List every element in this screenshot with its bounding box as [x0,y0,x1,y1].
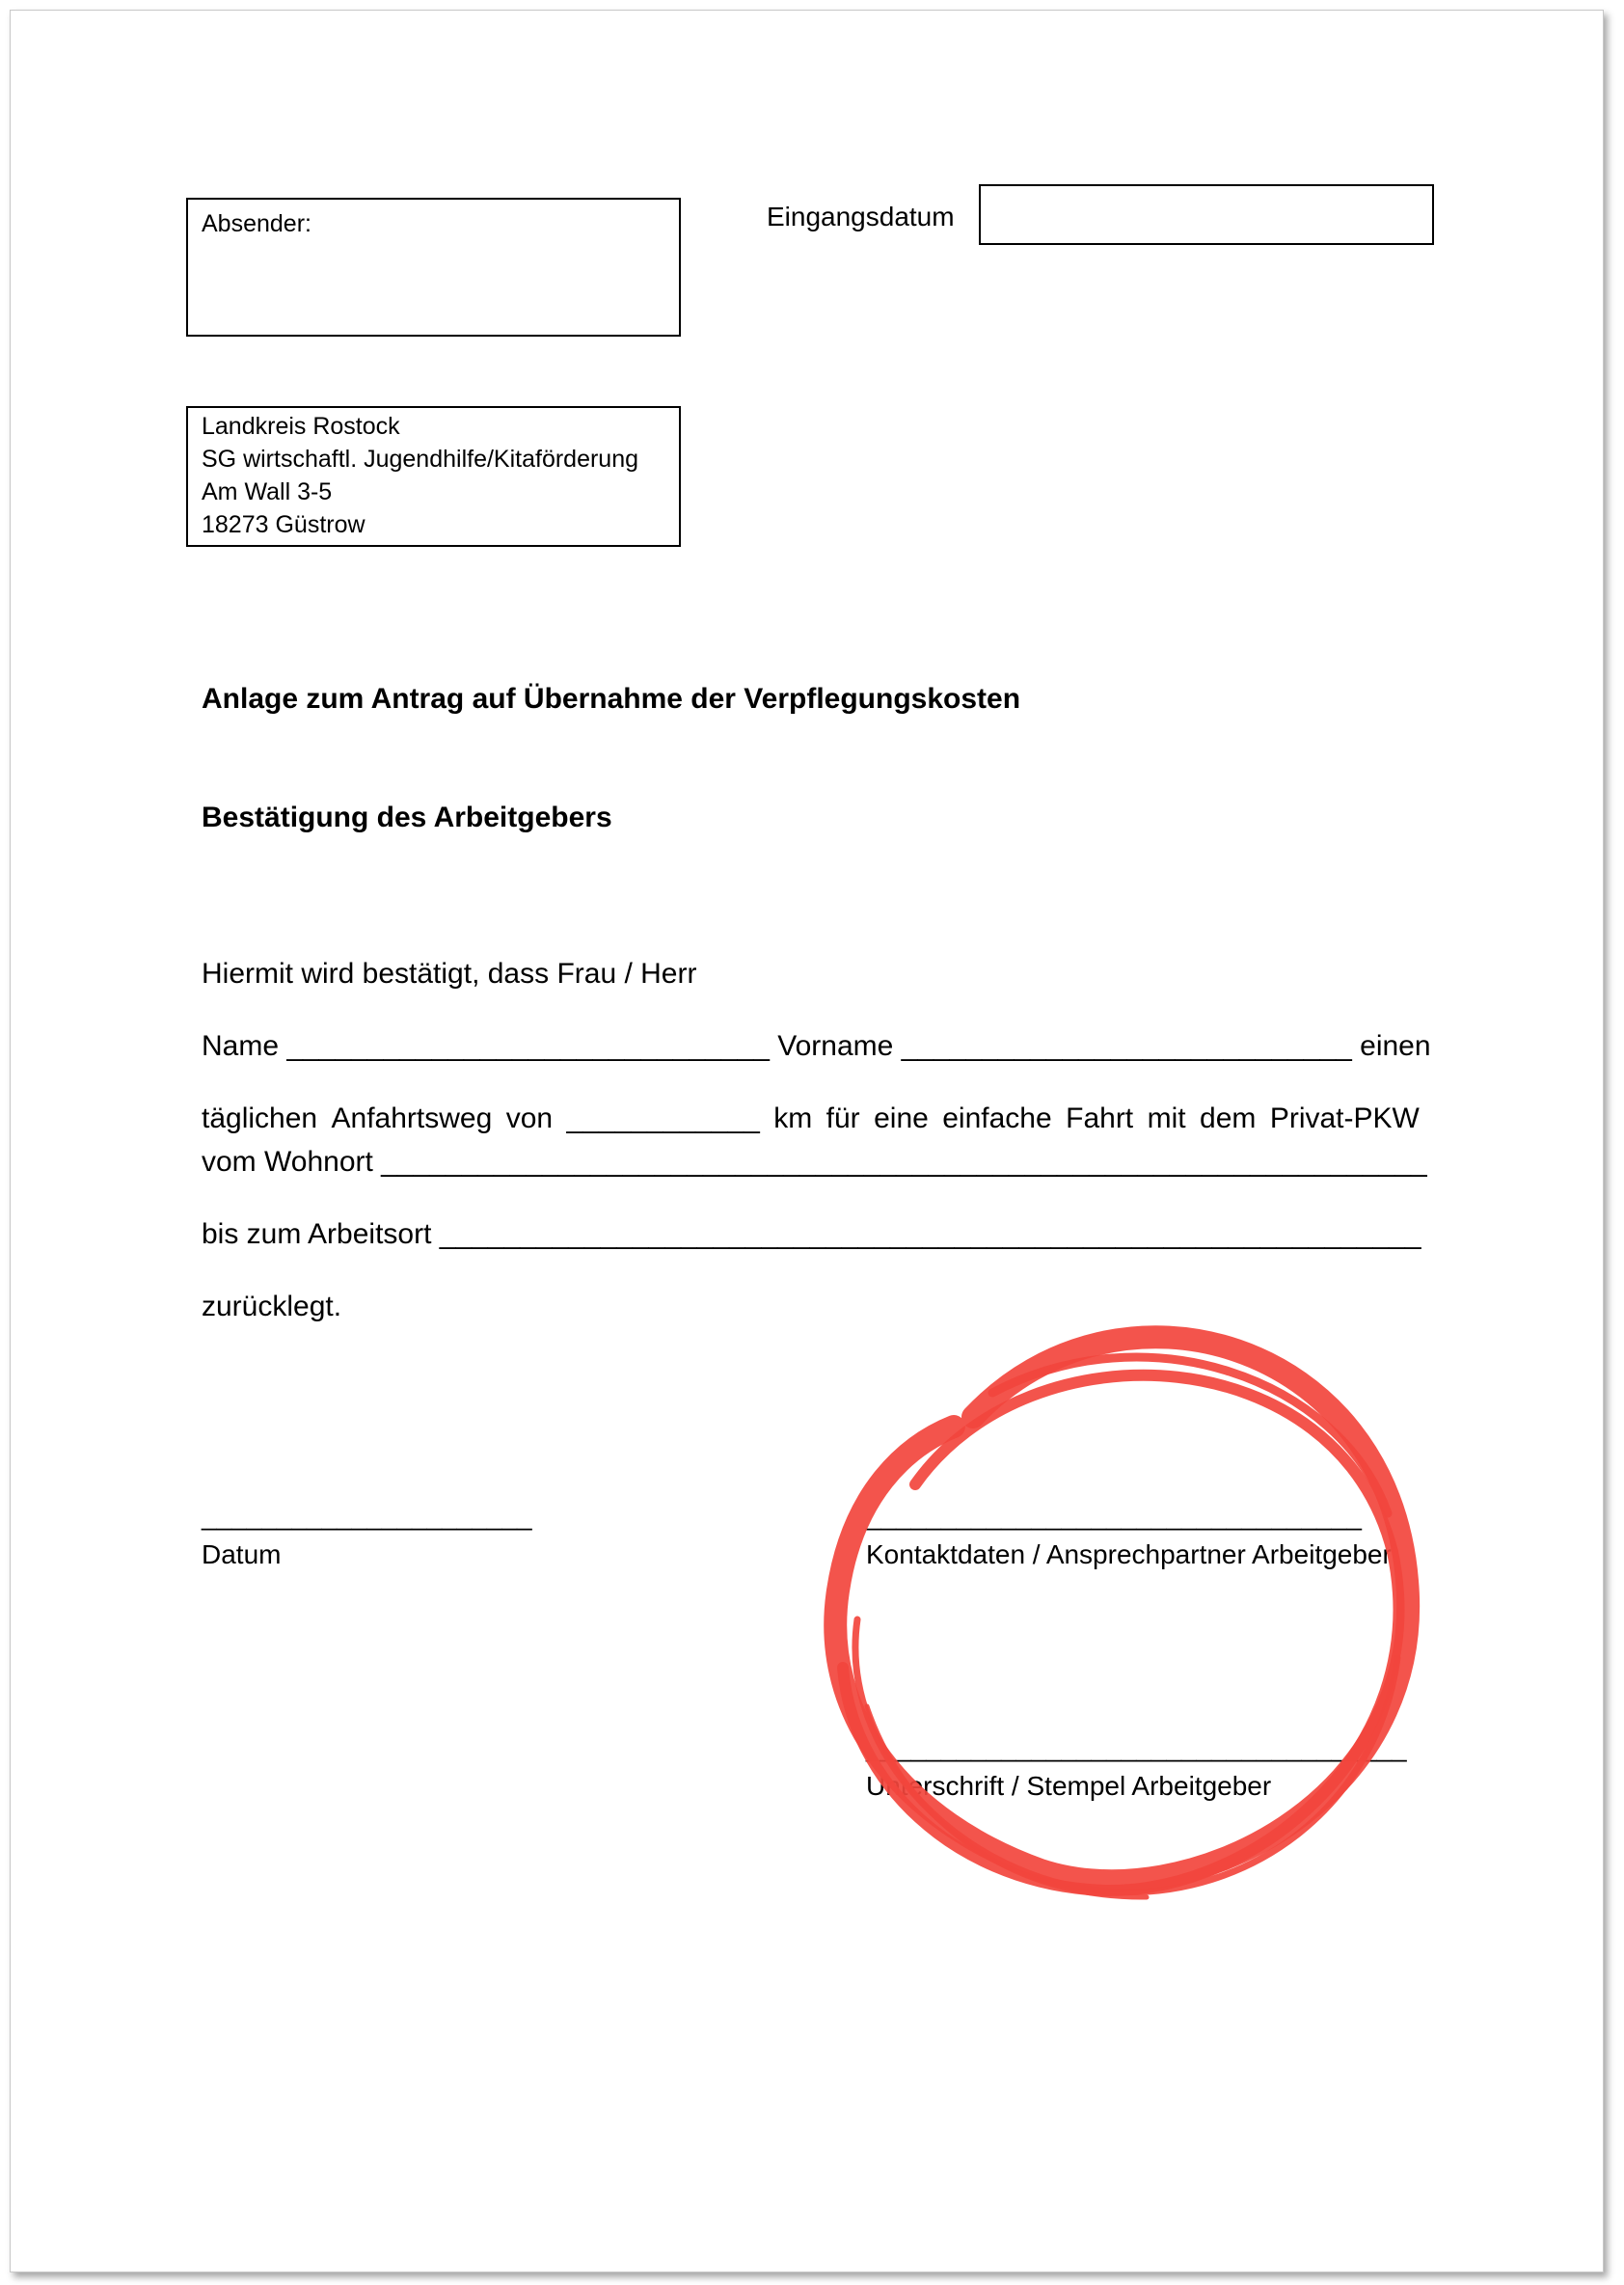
document-title: Anlage zum Antrag auf Übernahme der Verpflegungskosten [202,683,1021,715]
receipt-date-field[interactable] [979,184,1434,245]
word: mit [1147,1102,1186,1134]
name-line[interactable]: Name ______________________________ Vorname ____________________________ einen [202,1030,1431,1062]
word: km [773,1102,813,1134]
receipt-date-label: Eingangsdatum [767,202,955,231]
red-circle-highlight [799,1301,1436,1938]
date-signature-line[interactable]: ______________________ [202,1501,532,1531]
word: Anfahrtsweg [331,1102,493,1134]
word: einfache [942,1102,1052,1134]
intro-text: Hiermit wird bestätigt, dass Frau / Herr [202,958,697,990]
recipient-line-4: 18273 Güstrow [202,511,365,538]
home-location-line[interactable]: vom Wohnort _________________________________________________________________ [202,1146,1427,1178]
word: eine [874,1102,929,1134]
word: täglichen [202,1102,318,1134]
word: Fahrt [1066,1102,1134,1134]
document-page [10,10,1604,2272]
recipient-address-box [186,406,681,547]
contact-signature-line[interactable]: _________________________________ [866,1501,1362,1531]
document-subtitle: Bestätigung des Arbeitgebers [202,802,612,833]
recipient-line-1: Landkreis Rostock [202,413,400,440]
distance-line[interactable] [202,1102,1420,1135]
word: dem [1200,1102,1257,1134]
work-location-line[interactable]: bis zum Arbeitsort _____________________________________________________________ [202,1218,1421,1250]
closing-text: zurücklegt. [202,1291,342,1322]
word: Privat-PKW [1269,1102,1420,1134]
sender-label: Absender: [202,210,311,237]
sender-box[interactable] [186,198,681,337]
contact-label: Kontaktdaten / Ansprechpartner Arbeitgeber [866,1539,1392,1569]
word: von [505,1102,554,1134]
date-label: Datum [202,1539,282,1569]
distance-blank[interactable]: ____________ [566,1102,760,1134]
recipient-line-2: SG wirtschaftl. Jugendhilfe/Kitaförderung [202,446,639,473]
recipient-line-3: Am Wall 3-5 [202,478,333,505]
employer-signature-line[interactable]: ____________________________________ [866,1732,1407,1762]
word: für [826,1102,860,1134]
employer-signature-label: Unterschrift / Stempel Arbeitgeber [866,1771,1272,1801]
